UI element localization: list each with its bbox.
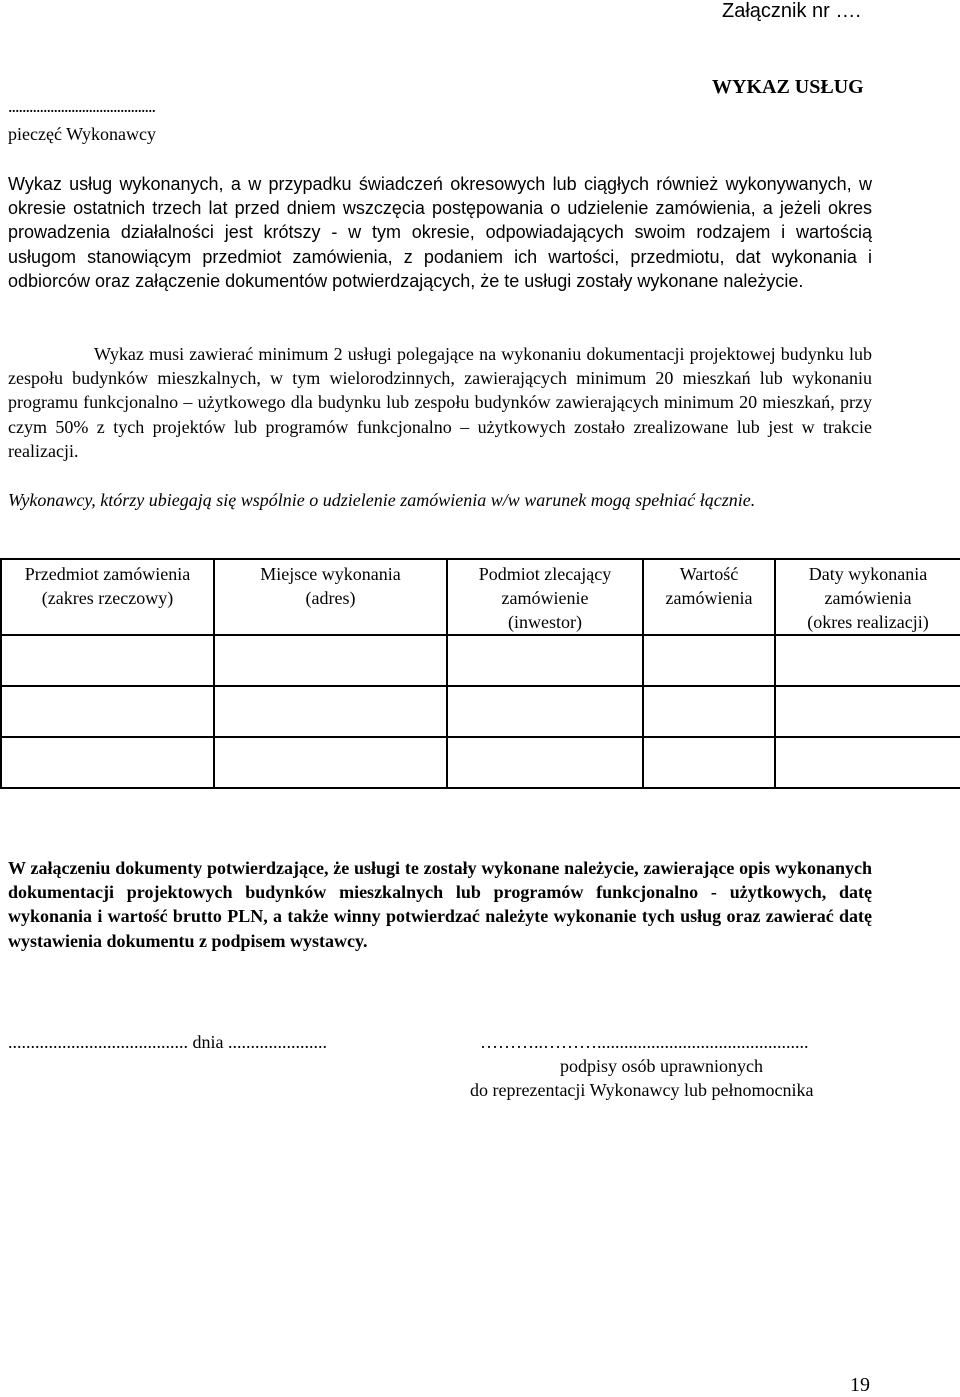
table-cell[interactable] xyxy=(1,635,214,686)
table-cell[interactable] xyxy=(1,686,214,737)
header-line: zamówienia xyxy=(824,588,912,608)
services-table xyxy=(0,558,960,789)
header-line: zamówienia xyxy=(665,588,753,608)
date-line: ........................................ dnia ...................... xyxy=(8,1032,327,1052)
signature-label-line-2: do reprezentacji Wykonawcy lub pełnomocnika xyxy=(470,1080,814,1100)
table-cell[interactable] xyxy=(214,635,447,686)
requirement-paragraph: Wykaz musi zawierać minimum 2 usługi polegające na wykonaniu dokumentacji projektowej budynku lub zespołu budynków mieszkalnych, w tym wielorodzinnych, zawierających minimum 20 mieszkań lub wykonaniu programu funkcjonalno – użytkowego dla budynku lub zespołu budynków zawierających minimum 20 mieszkań, przy czym 50% z tych projektów lub programów funkcjonalno – użytkowych zostało zrealizowane lub jest w trakcie realizacji. xyxy=(8,344,872,461)
table-cell[interactable] xyxy=(447,635,643,686)
stamp-dotted-line: .......................................... xyxy=(8,96,155,116)
header-dates xyxy=(775,559,960,635)
header-subject xyxy=(1,559,214,635)
table-cell[interactable] xyxy=(775,686,960,737)
page-number: 19 xyxy=(850,1374,870,1396)
table-cell[interactable] xyxy=(1,737,214,788)
header-line: (inwestor) xyxy=(508,612,582,632)
header-client xyxy=(447,559,643,635)
header-line: zamówienie xyxy=(501,588,589,608)
header-line: Wartość xyxy=(679,564,739,584)
table-cell[interactable] xyxy=(214,686,447,737)
table-cell[interactable] xyxy=(775,737,960,788)
header-line: Daty wykonania xyxy=(808,564,928,584)
table-cell[interactable] xyxy=(214,737,447,788)
signature-label-line-1: podpisy osób uprawnionych xyxy=(560,1056,763,1076)
stamp-label: pieczęć Wykonawcy xyxy=(8,124,157,144)
table-cell[interactable] xyxy=(447,737,643,788)
attachment-number: Załącznik nr …. xyxy=(722,0,861,22)
table-row xyxy=(1,635,960,686)
table-cell[interactable] xyxy=(775,635,960,686)
table-cell[interactable] xyxy=(643,737,775,788)
header-line: (adres) xyxy=(305,588,356,608)
table-cell[interactable] xyxy=(643,635,775,686)
table-row xyxy=(1,686,960,737)
attachments-note-paragraph: W załączeniu dokumenty potwierdzające, że usługi te zostały wykonane należycie, zawierające opis wykonanych dokumentacji projektowych budynków mieszkalnych lub programów funkcjonalno - użytkowych, datę wykonania i wartość brutto PLN, a także winny potwierdzać należyte wykonanie tych usług oraz zawierać datę wystawienia dokumentu z podpisem wystawcy. xyxy=(8,858,872,951)
intro-paragraph: Wykaz usług wykonanych, a w przypadku świadczeń okresowych lub ciągłych również wykonywanych, w okresie ostatnich trzech lat przed dniem wszczęcia postępowania o udzielenie zamówienia, a jeżeli okres prowadzenia działalności jest krótszy - w tym okresie, odpowiadających swoim rodzajem i wartością usługom stanowiącym przedmiot zamówienia, z podaniem ich wartości, przedmiotu, dat wykonania i odbiorców oraz załączenie dokumentów potwierdzających, że te usługi zostały wykonane należycie. xyxy=(8,174,872,291)
signature-dotted-line: ………..………............................................... xyxy=(480,1032,809,1052)
document-title: WYKAZ USŁUG xyxy=(712,76,864,98)
header-line: (okres realizacji) xyxy=(807,612,929,632)
table-header-row xyxy=(1,559,960,635)
joint-note-paragraph: Wykonawcy, którzy ubiegają się wspólnie o udzielenie zamówienia w/w warunek mogą spełniać łącznie. xyxy=(8,490,756,510)
table-cell[interactable] xyxy=(447,686,643,737)
header-line: Podmiot zlecający xyxy=(478,564,612,584)
header-line: Przedmiot zamówienia xyxy=(24,564,191,584)
header-value xyxy=(643,559,775,635)
header-location xyxy=(214,559,447,635)
header-line: Miejsce wykonania xyxy=(260,564,401,584)
table-cell[interactable] xyxy=(643,686,775,737)
header-line: (zakres rzeczowy) xyxy=(41,588,174,608)
table-row xyxy=(1,737,960,788)
